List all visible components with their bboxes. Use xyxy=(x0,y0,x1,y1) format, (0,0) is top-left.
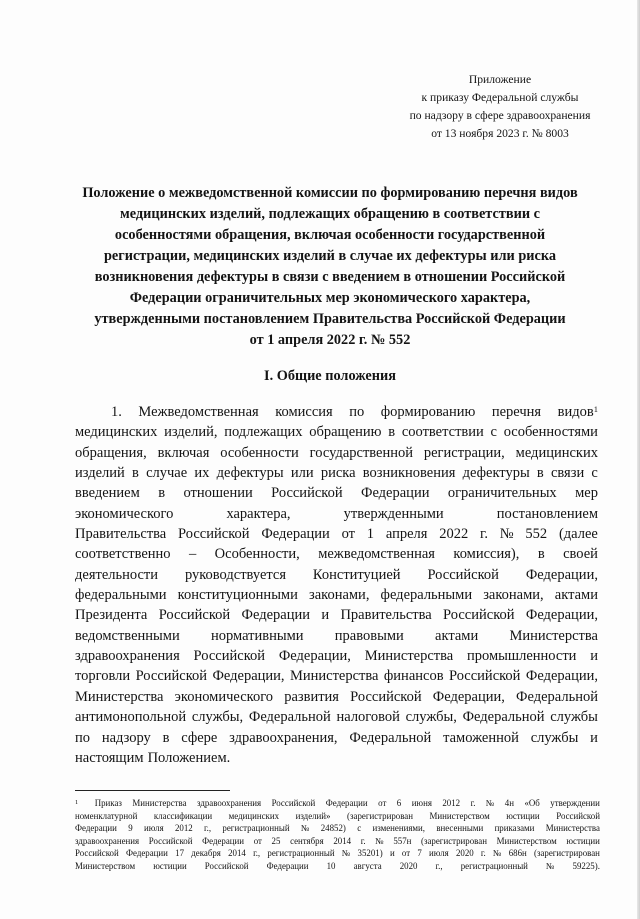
word: настоящим xyxy=(75,749,144,766)
word: Российской xyxy=(204,860,249,871)
word: 2022 xyxy=(439,526,469,543)
word: медицинских xyxy=(515,444,598,461)
word: № xyxy=(300,823,310,834)
word: Министерством xyxy=(75,860,136,871)
word: «Об xyxy=(524,798,540,808)
word: подлежащих xyxy=(224,424,303,441)
title-line: особенностями обращения, включая особенности государственной xyxy=(114,227,546,243)
word: в xyxy=(158,485,166,502)
text-line xyxy=(75,748,598,768)
word: Федерации, xyxy=(212,668,285,685)
text-line xyxy=(75,728,598,748)
word: Министерства xyxy=(132,798,187,808)
word: руководствуется xyxy=(184,566,286,583)
word: в xyxy=(388,424,396,441)
word: Федерации, xyxy=(278,648,351,665)
word: Конституцией xyxy=(312,566,401,583)
word: в xyxy=(162,729,170,746)
word: финансов xyxy=(383,668,444,685)
paragraph-1 xyxy=(75,402,598,768)
word: Федеральной xyxy=(516,688,598,705)
word: Федерации, xyxy=(525,566,598,583)
word: Министерства xyxy=(364,648,454,665)
word: Федерации xyxy=(125,848,168,859)
word: 2012 xyxy=(442,798,461,808)
word: экономического xyxy=(75,505,174,522)
title-line: возникновения дефектуры в связи с введением в отношении Российской xyxy=(94,269,566,285)
word: Приказ xyxy=(94,798,122,808)
word: видов xyxy=(557,404,594,420)
word: г., xyxy=(204,823,212,834)
word: 24852) xyxy=(320,823,346,834)
word: от xyxy=(341,526,355,543)
word: случае xyxy=(146,465,188,482)
word: (далее xyxy=(558,526,598,543)
word: (зарегистрирован xyxy=(421,835,487,846)
word: Положением. xyxy=(147,749,231,766)
word: деятельности xyxy=(75,566,159,583)
word: Межведомственная xyxy=(138,404,259,420)
word: службы, xyxy=(405,709,457,726)
footnote-marker: 1 xyxy=(75,799,79,806)
text-line xyxy=(75,666,598,686)
text-line xyxy=(75,483,598,503)
word: медицинских xyxy=(228,810,280,821)
word: 35201) xyxy=(357,848,383,859)
text-line xyxy=(75,422,598,442)
word: и xyxy=(389,848,395,859)
word: федеральными xyxy=(75,587,167,604)
word: г. xyxy=(470,798,476,808)
word: торговли xyxy=(75,668,131,685)
word: комиссия), xyxy=(453,546,520,563)
text-line xyxy=(75,810,600,823)
title-line: медицинских изделий, подлежащих обращению в соответствии с xyxy=(120,206,540,222)
word: № xyxy=(341,848,351,859)
word: от xyxy=(253,835,262,846)
word: Российской xyxy=(271,485,343,502)
word: изменениями, xyxy=(372,823,426,834)
word: или xyxy=(290,465,314,482)
word: от xyxy=(401,848,411,859)
word: Федеральной xyxy=(248,709,331,726)
title-line: Положение о межведомственной комиссии по формированию перечня видов xyxy=(82,185,578,201)
word: Российской xyxy=(148,835,193,846)
text-line xyxy=(75,835,600,848)
text-line xyxy=(75,402,598,422)
word: здравоохранения xyxy=(75,835,140,846)
word: федеральными xyxy=(380,587,473,604)
word: № xyxy=(493,848,502,859)
word: конституционными xyxy=(177,587,298,604)
word: Министерства xyxy=(545,823,600,834)
text-line xyxy=(75,860,600,873)
word: сентября xyxy=(290,835,324,846)
word: 25 xyxy=(271,835,281,846)
word: межведомственная xyxy=(318,546,435,563)
title-line: от 1 апреля 2022 г. № 552 xyxy=(249,332,411,348)
word: 17 xyxy=(175,848,185,859)
text-line xyxy=(75,463,598,483)
word: возникновения xyxy=(362,465,456,482)
word: включая xyxy=(157,444,210,461)
word: с xyxy=(490,424,497,441)
word: Министерства xyxy=(509,627,598,644)
word: г. xyxy=(480,526,488,543)
word: в xyxy=(132,465,139,482)
word: риска xyxy=(320,465,356,482)
word: Федерации, xyxy=(525,668,598,685)
word: комиссия xyxy=(275,404,333,420)
word: особенностями xyxy=(503,424,598,441)
word: (зарегистрирован xyxy=(347,810,413,821)
word: по xyxy=(75,729,91,746)
text-line xyxy=(75,626,598,646)
word: законами, xyxy=(308,587,370,604)
word: № xyxy=(485,798,495,808)
word: обращения, xyxy=(75,444,147,461)
word: и xyxy=(590,729,598,746)
word: дефектуры xyxy=(462,465,530,482)
word: Особенности, xyxy=(214,546,300,563)
appendix-header xyxy=(380,71,620,143)
word: декабря xyxy=(191,848,221,859)
word: правовыми xyxy=(334,627,404,644)
word: 9 xyxy=(128,823,133,834)
word: обращению xyxy=(309,424,382,441)
word: 2020 xyxy=(399,860,418,871)
word: 2014 xyxy=(333,835,352,846)
word: связи xyxy=(550,465,585,482)
footnote-divider xyxy=(75,790,230,791)
word: юстиции xyxy=(153,860,187,871)
text-line xyxy=(75,524,598,544)
text-line xyxy=(75,544,598,564)
word: Российской xyxy=(158,607,231,624)
word: утверждении xyxy=(550,798,600,808)
word: Федерации, xyxy=(432,688,505,705)
word: и xyxy=(321,607,330,624)
word: экономического xyxy=(174,688,274,705)
text-line xyxy=(75,687,598,707)
title-line: регистрации, медицинских изделий в случае их дефектуры или риска xyxy=(103,248,557,264)
word: отношении xyxy=(183,485,253,502)
word: внесенными xyxy=(436,823,484,834)
text-line xyxy=(75,646,598,666)
word: г., xyxy=(435,860,443,871)
word: нормативными xyxy=(210,627,304,644)
footnote xyxy=(75,797,600,873)
word: № xyxy=(375,835,384,846)
text-line xyxy=(75,822,600,835)
word: Министерством xyxy=(496,835,557,846)
word: введением xyxy=(75,485,140,502)
text-line xyxy=(75,707,598,727)
word: в xyxy=(537,546,545,563)
word: ведомственными xyxy=(75,627,180,644)
word: 557н xyxy=(393,835,412,846)
word: Российской xyxy=(75,848,119,859)
appendix-line: к приказу Федеральной службы xyxy=(421,91,579,104)
word: 4н xyxy=(504,798,514,808)
word: от xyxy=(378,798,387,808)
word: – xyxy=(188,546,197,563)
word: их xyxy=(194,465,210,482)
word: 7 xyxy=(417,848,422,859)
word: Министерства xyxy=(289,668,379,685)
word: Федерации xyxy=(360,485,430,502)
text-line xyxy=(75,585,598,605)
word: в xyxy=(536,465,544,482)
word: юстиции xyxy=(566,835,600,846)
word: 552 xyxy=(525,526,548,543)
word: г. xyxy=(360,835,366,846)
word: с xyxy=(357,823,362,834)
word: формированию xyxy=(380,404,476,420)
word: Федерации xyxy=(75,823,117,834)
word: Российской xyxy=(556,810,600,821)
word: регистрационный xyxy=(267,848,335,859)
word: сфере xyxy=(181,729,218,746)
word: налоговой xyxy=(336,709,400,726)
word: здравоохранения, xyxy=(229,729,338,746)
word: законами, xyxy=(483,587,544,604)
word: Российской xyxy=(427,566,499,583)
word: утвержденными xyxy=(343,505,444,522)
word: Федерации xyxy=(261,526,330,543)
word: Федеральной xyxy=(462,709,545,726)
word: Российской xyxy=(271,798,316,808)
footnote-reference[interactable]: 1 xyxy=(593,404,598,414)
word: Российской xyxy=(448,668,521,685)
word: Федеральной xyxy=(349,729,432,746)
text-line xyxy=(75,504,598,524)
word: Российской xyxy=(443,607,515,624)
word: 10 xyxy=(326,860,336,871)
appendix-line: по надзору в сфере здравоохранения xyxy=(409,109,591,122)
word: с xyxy=(591,465,598,482)
word: антимонопольной xyxy=(75,709,187,726)
word: здравоохранения xyxy=(197,798,262,808)
word: номенклатурной xyxy=(75,810,138,821)
word: июня xyxy=(411,798,432,808)
word: г. xyxy=(480,848,486,859)
word: мер xyxy=(575,485,598,502)
word: изделий xyxy=(75,465,125,482)
word: службы xyxy=(530,729,579,746)
word: перечня xyxy=(491,404,542,420)
word: Министерством xyxy=(429,810,490,821)
word: Правительства xyxy=(340,607,432,624)
word: Федерации xyxy=(325,798,368,808)
word: надзору xyxy=(101,729,151,746)
text-line xyxy=(75,443,598,463)
word: 59225). xyxy=(572,860,600,871)
document-title xyxy=(60,183,600,351)
word: регистрации, xyxy=(423,444,505,461)
word: особенности xyxy=(220,444,299,461)
word: службы xyxy=(550,709,598,726)
word: таможенной xyxy=(443,729,519,746)
word: Федерации xyxy=(241,607,310,624)
text-line xyxy=(75,605,598,625)
word: апреля xyxy=(385,526,428,543)
word: актами xyxy=(554,587,598,604)
word: 2014 xyxy=(228,848,246,859)
word: приказами xyxy=(494,823,535,834)
word: регистрационный xyxy=(222,823,290,834)
word: № xyxy=(499,526,514,543)
word: ограничительных xyxy=(447,485,557,502)
word: 1 xyxy=(366,526,375,543)
word: актами xyxy=(435,627,479,644)
word: № xyxy=(546,860,555,871)
word: постановлением xyxy=(496,505,598,522)
word: 686н xyxy=(508,848,527,859)
word: Федерации xyxy=(266,860,309,871)
word: соответствии xyxy=(401,424,484,441)
word: соответственно xyxy=(75,546,171,563)
word: регистрационный xyxy=(460,860,528,871)
appendix-line: от 13 ноября 2023 г. № 8003 xyxy=(431,127,569,140)
section-heading: I. Общие положения xyxy=(264,368,396,384)
word: Российской xyxy=(350,688,422,705)
word: июля xyxy=(429,848,449,859)
word: здравоохранения xyxy=(75,648,180,665)
word: 1. xyxy=(111,404,122,420)
appendix-line: Приложение xyxy=(468,73,532,86)
word: Министерства xyxy=(75,688,164,705)
word: изделий» xyxy=(295,810,331,821)
word: государственной xyxy=(309,444,414,461)
word: изделий, xyxy=(164,424,218,441)
text-line xyxy=(75,797,600,810)
word: и xyxy=(590,648,598,665)
word: г., xyxy=(253,848,261,859)
word: 2020 xyxy=(455,848,474,859)
word: медицинских xyxy=(75,424,158,441)
word: своей xyxy=(563,546,598,563)
word: Российской xyxy=(135,668,208,685)
word: 2012 xyxy=(174,823,193,834)
word: промышленности xyxy=(467,648,577,665)
word: 6 xyxy=(396,798,402,808)
word: службы, xyxy=(191,709,244,726)
title-line: утвержденными постановлением Правительства Российской Федерации xyxy=(94,311,566,327)
word: июля xyxy=(143,823,164,834)
word: юстиции xyxy=(506,810,540,821)
text-line xyxy=(75,565,598,585)
word: Российской xyxy=(178,526,250,543)
title-line: Федерации ограничительных мер экономического характера, xyxy=(129,290,531,306)
word: Российской xyxy=(193,648,266,665)
word: Президента xyxy=(75,607,148,624)
word: Федерации, xyxy=(525,607,598,624)
word: Правительства xyxy=(75,526,167,543)
word: дефектуры xyxy=(216,465,284,482)
word: Федерации xyxy=(202,835,245,846)
word: по xyxy=(349,404,365,420)
word: классификации xyxy=(153,810,213,821)
text-line xyxy=(75,847,600,860)
word: развития xyxy=(284,688,339,705)
word: августа xyxy=(353,860,382,871)
word-with-footnote xyxy=(558,402,598,422)
word: (зарегистрирован xyxy=(534,848,600,859)
word: характера, xyxy=(226,505,291,522)
